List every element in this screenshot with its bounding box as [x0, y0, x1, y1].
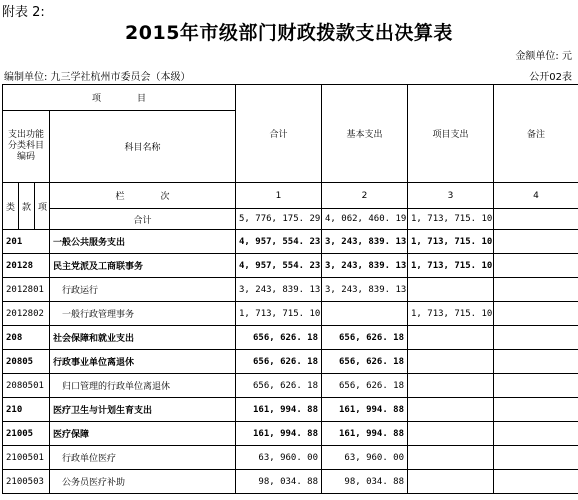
row-remark [494, 374, 578, 398]
row-project [408, 326, 494, 350]
header-kuan: 款 [19, 183, 35, 230]
header-project: 项目支出 [408, 85, 494, 183]
header-col2: 2 [322, 183, 408, 209]
row-basic: 3, 243, 839. 13 [322, 278, 408, 302]
row-remark [494, 230, 578, 254]
row-project: 1, 713, 715. 10 [408, 209, 494, 230]
row-project [408, 446, 494, 470]
table-row [3, 254, 578, 278]
amount-unit-label: 金额单位: 元 [515, 51, 572, 62]
row-project [408, 350, 494, 374]
table-row [3, 350, 578, 374]
row-total: 3, 243, 839. 13 [236, 278, 322, 302]
row-name: 民主党派及工商联事务 [50, 254, 236, 278]
row-total: 656, 626. 18 [236, 350, 322, 374]
header-basic: 基本支出 [322, 85, 408, 183]
row-total: 4, 957, 554. 23 [236, 254, 322, 278]
table-row [3, 422, 578, 446]
row-remark [494, 470, 578, 494]
row-code: 21005 [3, 422, 50, 446]
header-func-code: 支出功能分类科目编码 [3, 111, 50, 183]
row-total: 656, 626. 18 [236, 374, 322, 398]
table-row [3, 209, 578, 230]
row-code: 2100503 [3, 470, 50, 494]
row-basic: 98, 034. 88 [322, 470, 408, 494]
row-total: 161, 994. 88 [236, 422, 322, 446]
row-name: 合计 [50, 209, 236, 230]
row-remark [494, 350, 578, 374]
row-remark [494, 446, 578, 470]
row-basic: 656, 626. 18 [322, 350, 408, 374]
header-col1: 1 [236, 183, 322, 209]
row-code: 208 [3, 326, 50, 350]
report-title: 2015年市级部门财政拨款支出决算表 [125, 22, 453, 44]
compiling-unit-label: 编制单位: 九三学社杭州市委员会（本级） [4, 72, 191, 83]
table-code-label: 公开02表 [529, 72, 572, 83]
header-col3: 3 [408, 183, 494, 209]
row-code: 2080501 [3, 374, 50, 398]
row-remark [494, 302, 578, 326]
row-total: 63, 960. 00 [236, 446, 322, 470]
row-project [408, 422, 494, 446]
table-row [3, 446, 578, 470]
row-basic: 656, 626. 18 [322, 374, 408, 398]
row-remark [494, 398, 578, 422]
row-name: 医疗保障 [50, 422, 236, 446]
header-item: 项 目 [3, 85, 236, 111]
row-code: 20805 [3, 350, 50, 374]
row-remark [494, 422, 578, 446]
header-xiang: 项 [35, 183, 50, 230]
table-row [3, 302, 578, 326]
row-code: 20128 [3, 254, 50, 278]
row-name: 公务员医疗补助 [50, 470, 236, 494]
row-project: 1, 713, 715. 10 [408, 254, 494, 278]
row-basic [322, 302, 408, 326]
row-basic: 4, 062, 460. 19 [322, 209, 408, 230]
row-name: 医疗卫生与计划生育支出 [50, 398, 236, 422]
row-code: 2012801 [3, 278, 50, 302]
row-total: 161, 994. 88 [236, 398, 322, 422]
row-name: 行政单位医疗 [50, 446, 236, 470]
row-project [408, 398, 494, 422]
row-total: 5, 776, 175. 29 [236, 209, 322, 230]
row-code: 210 [3, 398, 50, 422]
header-total: 合计 [236, 85, 322, 183]
attachment-label: 附表 2: [2, 5, 45, 20]
header-lei: 类 [3, 183, 19, 230]
row-remark [494, 209, 578, 230]
row-code: 2100501 [3, 446, 50, 470]
row-total: 656, 626. 18 [236, 326, 322, 350]
expenditure-table [2, 84, 578, 494]
row-basic: 656, 626. 18 [322, 326, 408, 350]
header-remark: 备注 [494, 85, 578, 183]
header-column-order: 栏 次 [50, 183, 236, 209]
row-basic: 3, 243, 839. 13 [322, 230, 408, 254]
row-project: 1, 713, 715. 10 [408, 230, 494, 254]
row-project [408, 374, 494, 398]
row-name: 一般公共服务支出 [50, 230, 236, 254]
row-total: 4, 957, 554. 23 [236, 230, 322, 254]
row-remark [494, 278, 578, 302]
table-row [3, 326, 578, 350]
table-row [3, 230, 578, 254]
row-project: 1, 713, 715. 10 [408, 302, 494, 326]
table-row [3, 374, 578, 398]
row-total: 1, 713, 715. 10 [236, 302, 322, 326]
row-name: 社会保障和就业支出 [50, 326, 236, 350]
table-row [3, 398, 578, 422]
row-name: 行政事业单位离退休 [50, 350, 236, 374]
row-name: 行政运行 [50, 278, 236, 302]
row-project [408, 278, 494, 302]
row-name: 归口管理的行政单位离退休 [50, 374, 236, 398]
row-project [408, 470, 494, 494]
row-total: 98, 034. 88 [236, 470, 322, 494]
row-basic: 63, 960. 00 [322, 446, 408, 470]
table-row [3, 470, 578, 494]
header-subject-name: 科目名称 [50, 111, 236, 183]
row-code: 201 [3, 230, 50, 254]
header-col4: 4 [494, 183, 578, 209]
row-code: 2012802 [3, 302, 50, 326]
row-basic: 161, 994. 88 [322, 398, 408, 422]
table-row [3, 278, 578, 302]
row-remark [494, 326, 578, 350]
row-basic: 161, 994. 88 [322, 422, 408, 446]
row-remark [494, 254, 578, 278]
row-basic: 3, 243, 839. 13 [322, 254, 408, 278]
row-name: 一般行政管理事务 [50, 302, 236, 326]
